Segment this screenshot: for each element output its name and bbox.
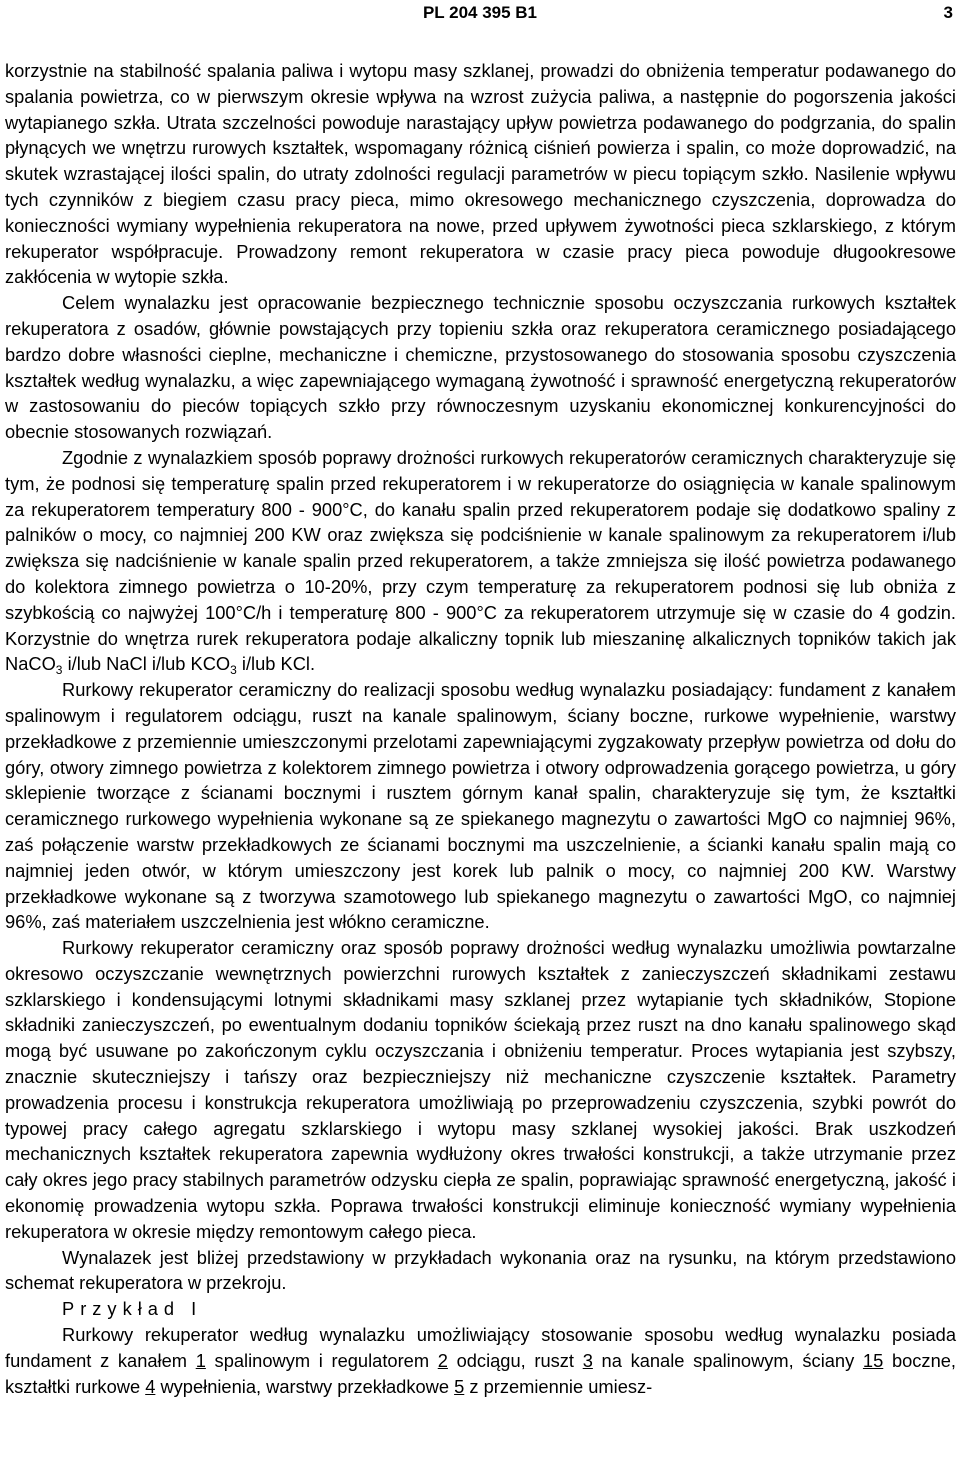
reference-numeral: 4 xyxy=(145,1375,156,1397)
paragraph: korzystnie na stabilność spalania paliwa i wytopu masy szklanej, prowadzi do obniżenia temperatur podawanego do spalania powietrza, co w pierwszym okresie wpływa na wzrost zużycia paliwa, a następnie do pogorszenia jakości wytapianego szkła. Utrata szczelności powoduje narastający upływ powietrza podawanego do podgrzania, do spalin płynących we wnętrzu rurowych kształtek, wspomagany różnicą ciśnień powierza i spalin, co może doprowadzić, na skutek wzrastającej ilości spalin, do utraty zdolności regulacji parametrów w piecu topiącym szkło. Nasilenie wpływu tych czynników z biegiem czasu pracy pieca, mimo okresowego mechanicznego czyszczenia, doprowadza do konieczności wymiany wypełnienia rekuperatora na nowe, przed upływem żywotności pieca szklarskiego, z którym rekuperator współpracuje. Prowadzony remont rekuperatora w czasie pracy pieca powoduje długookresowe zakłócenia w wytopie szkła. xyxy=(5,60,956,288)
reference-numeral: 15 xyxy=(862,1349,884,1371)
paragraph xyxy=(5,1322,956,1399)
paragraph: Rurkowy rekuperator ceramiczny oraz sposób poprawy drożności według wynalazku umożliwia powtarzalne okresowo oczyszczanie wewnętrznych powierzchni rurowych kształtek z zanieczyszczeń składnikami zestawu szklarskiego i kondensującymi lotnymi składnikami masy szklanej przez wytapianie tych składników, Stopione składniki zanieczyszczeń, po ewentualnym dodaniu topników ściekają przez ruszt na dno kanału spalinowego skąd mogą być usuwane po zakończonym cyklu oczyszczania i obniżeniu temperatur. Proces wytapiania jest szybszy, znacznie skuteczniejszy i tańszy oraz bezpieczniejszy niż mechaniczne czyszczenie kształtek. Parametry prowadzenia procesu i konstrukcja rekuperatora umożliwiają po przeprowadzeniu czyszczenia, szybki powrót do typowej pracy całego agregatu szklarskiego i wytopu masy szklanej wysokiej jakości. Brak uszkodzeń mechanicznych kształtek rekuperatora zapewnia wydłużony okres trwałości konstrukcji, a także utrzymanie przez cały okres jego pracy stabilnych parametrów odzysku ciepła ze spalin, poprawiając sprawność energetyczną, jakość i ekonomię prowadzenia wytopu szkła. Poprawa trwałości konstrukcji eliminuje konieczność wymiany wypełnienia rekuperatora w okresie między remontowym całego pieca. xyxy=(5,937,956,1242)
document-number: PL 204 395 B1 xyxy=(422,3,538,22)
paragraph-text: i/lub NaCl i/lub KCO xyxy=(62,653,231,675)
paragraph-text: wypełnienia, warstwy przekładkowe xyxy=(155,1375,455,1397)
page-number: 3 xyxy=(943,3,953,22)
paragraph-text: z przemiennie umiesz- xyxy=(464,1375,653,1397)
paragraph: Celem wynalazku jest opracowanie bezpiecznego technicznie sposobu oczyszczania rurkowych kształtek rekuperatora z osadów, głównie powstających przy topieniu szkła oraz rekuperatora ceramicznego posiadającego bardzo dobre własności cieplne, mechaniczne i chemiczne, przystosowanego do stosowania sposobu czyszczenia kształtek według wynalazku, a więc zapewniającego wymaganą żywotność i sprawność energetyczną rekuperatorów w zastosowaniu do pieców topiących szkło przy równoczesnym uzyskaniu ekonomicznej konkurencyjności do obecnie stosowanych rozwiązań. xyxy=(5,292,956,443)
reference-numeral: 2 xyxy=(437,1349,448,1371)
paragraph xyxy=(5,445,956,677)
paragraph-text: odciągu, ruszt xyxy=(447,1349,583,1371)
example-heading: Przykład I xyxy=(62,1298,203,1320)
paragraph: Wynalazek jest bliżej przedstawiony w przykładach wykonania oraz na rysunku, na którym przedstawiono schemat rekuperatora w przekroju. xyxy=(5,1246,956,1294)
subscript: 3 xyxy=(230,663,237,678)
reference-numeral: 5 xyxy=(454,1375,465,1397)
paragraph-text: boczne, kształtki rurkowe xyxy=(5,1349,956,1397)
document-body xyxy=(5,58,956,1399)
paragraph-text: spalinowym i regulatorem xyxy=(205,1349,438,1371)
page-header xyxy=(5,0,955,30)
paragraph-text: Rurkowy rekuperator według wynalazku umożliwiający stosowanie sposobu według wynalazku posiada fundament z kanałem xyxy=(5,1324,956,1371)
reference-numeral: 1 xyxy=(195,1349,206,1371)
paragraph-text: i/lub KCl. xyxy=(236,653,316,675)
reference-numeral: 3 xyxy=(582,1349,593,1371)
paragraph: Rurkowy rekuperator ceramiczny do realizacji sposobu według wynalazku posiadający: fundament z kanałem spalinowym i regulatorem odciągu, ruszt na kanale spalinowym, ściany boczne, rurkowe wypełnienie, warstwy przekładkowe z przemiennie umieszczonymi przelotami zapewniającymi zygzakowaty przepływ powietrza od dołu do góry, otwory zimnego powietrza z kolektorem zimnego powietrza i otwory odprowadzenia gorącego powietrza, u góry sklepienie tworzące z ścianami bocznymi i rusztem górnym kanał spalin, charakteryzuje się tym, że kształtki ceramicznego rurkowego wypełnienia wykonane są ze spiekanego magnezytu o zawartości MgO co najmniej 96%, zaś połączenie warstw przekładkowych ze ścianami bocznymi ma uszczelnienie, a ścianki kanału spalin mają co najmniej jeden otwór, w którym umieszczony jest korek lub palnik o mocy, co najmniej 200 KW. Warstwy przekładkowe wykonane są z tworzywa szamotowego lub spiekanego magnezytu o zawartości MgO, co najmniej 96%, zaś materiałem uszczelnienia jest włókno ceramiczne. xyxy=(5,679,956,933)
subscript: 3 xyxy=(55,663,63,678)
paragraph-text: na kanale spalinowym, ściany xyxy=(592,1349,863,1371)
paragraph-text: Zgodnie z wynalazkiem sposób poprawy drożności rurkowych rekuperatorów ceramicznych charakteryzuje się tym, że podnosi się temperaturę spalin przed rekuperatorem i w rekuperatorze do osiągnięcia w kanale spalinowym za rekuperatorem temperatury 800 - 900°C, do kanału spalin przed rekuperatorem podaje się dodatkowo spaliny z palników o mocy, co najmniej 200 KW oraz zwiększa się podciśnienie w kanale spalinowym za rekuperatorem i/lub zwiększa się nadciśnienie w kanale spalin przed rekuperatorem, a także zmniejsza się ilość powietrza podawanego do kolektora zimnego powietrza o 10-20%, przy czym temperaturę za rekuperatorem podnosi się lub obniża z szybkością co najwyżej 100°C/h i temperaturę 800 - 900°C za rekuperatorem utrzymuje się w czasie do 4 godzin. Korzystnie do wnętrza rurek rekuperatora podaje alkaliczny topnik lub mieszaninę alkalicznych topników takich jak NaCO xyxy=(5,446,956,675)
